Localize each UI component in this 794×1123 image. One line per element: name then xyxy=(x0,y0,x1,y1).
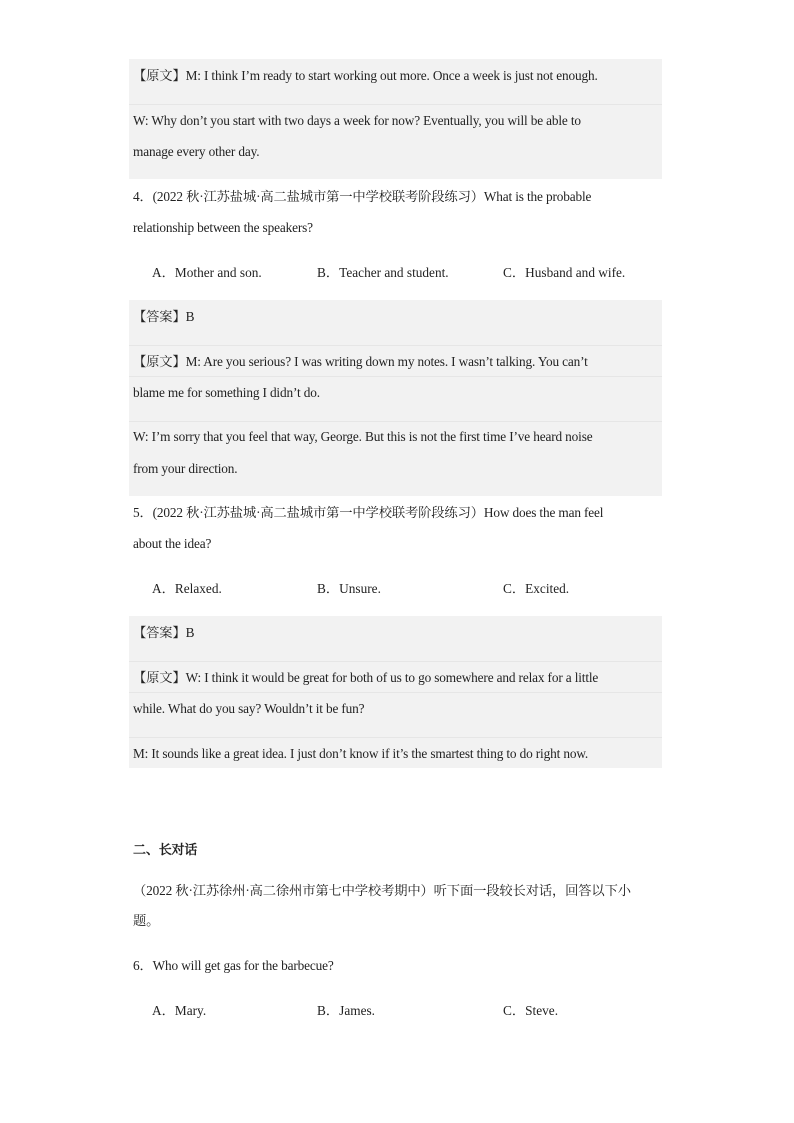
divider xyxy=(129,737,662,738)
q4-transcript-line-4: from your direction. xyxy=(133,461,238,476)
q4-option-a: A．Mother and son. xyxy=(152,265,262,280)
q3-transcript-line-3: manage every other day. xyxy=(133,144,260,159)
q4-stem-line-1: 4．(2022 秋·江苏盐城·高二盐城市第一中学校联考阶段练习）What is the probable xyxy=(133,189,592,204)
q3-transcript-line-2: W: Why don’t you start with two days a week for now? Eventually, you will be able to xyxy=(133,113,581,128)
q5-option-c: C．Excited. xyxy=(503,581,570,596)
q4-option-c: C．Husband and wife. xyxy=(503,265,626,280)
divider xyxy=(129,345,662,346)
q6-stem: 6．Who will get gas for the barbecue? xyxy=(133,958,334,973)
q5-transcript-line-2: while. What do you say? Wouldn’t it be fun? xyxy=(133,701,365,716)
divider xyxy=(129,376,662,377)
q5-option-a: A．Relaxed. xyxy=(152,581,222,596)
q5-transcript-line-3: M: It sounds like a great idea. I just don’t know if it’s the smartest thing to do right now. xyxy=(133,746,589,761)
divider xyxy=(129,661,662,662)
q5-option-b: B．Unsure. xyxy=(317,581,381,596)
q5-stem-line-2: about the idea? xyxy=(133,536,212,551)
q4-transcript-line-1: 【原文】M: Are you serious? I was writing down my notes. I wasn’t talking. You can’t xyxy=(133,354,588,369)
q5-stem-line-1: 5．(2022 秋·江苏盐城·高二盐城市第一中学校联考阶段练习）How does the man feel xyxy=(133,505,604,520)
q4-option-b: B．Teacher and student. xyxy=(317,265,449,280)
q4-answer: 【答案】B xyxy=(133,309,195,324)
q6-option-a: A．Mary. xyxy=(152,1003,207,1018)
divider xyxy=(129,421,662,422)
q4-stem-line-2: relationship between the speakers? xyxy=(133,220,313,235)
q4-transcript-line-2: blame me for something I didn’t do. xyxy=(133,385,320,400)
section-intro-line-2: 题。 xyxy=(133,913,160,928)
section-intro-line-1: （2022 秋·江苏徐州·高二徐州市第七中学校考期中）听下面一段较长对话，回答以下小 xyxy=(133,883,631,898)
q6-option-b: B．James. xyxy=(317,1003,375,1018)
section-heading: 二、长对话 xyxy=(133,842,198,857)
q6-option-c: C．Steve. xyxy=(503,1003,559,1018)
q5-transcript-line-1: 【原文】W: I think it would be great for both of us to go somewhere and relax for a little xyxy=(133,670,599,685)
divider xyxy=(129,104,662,105)
q4-transcript-line-3: W: I’m sorry that you feel that way, George. But this is not the first time I’ve heard noise xyxy=(133,429,593,444)
q3-transcript-line-1: 【原文】M: I think I’m ready to start working out more. Once a week is just not enough. xyxy=(133,68,598,83)
q5-answer: 【答案】B xyxy=(133,625,195,640)
divider xyxy=(129,692,662,693)
